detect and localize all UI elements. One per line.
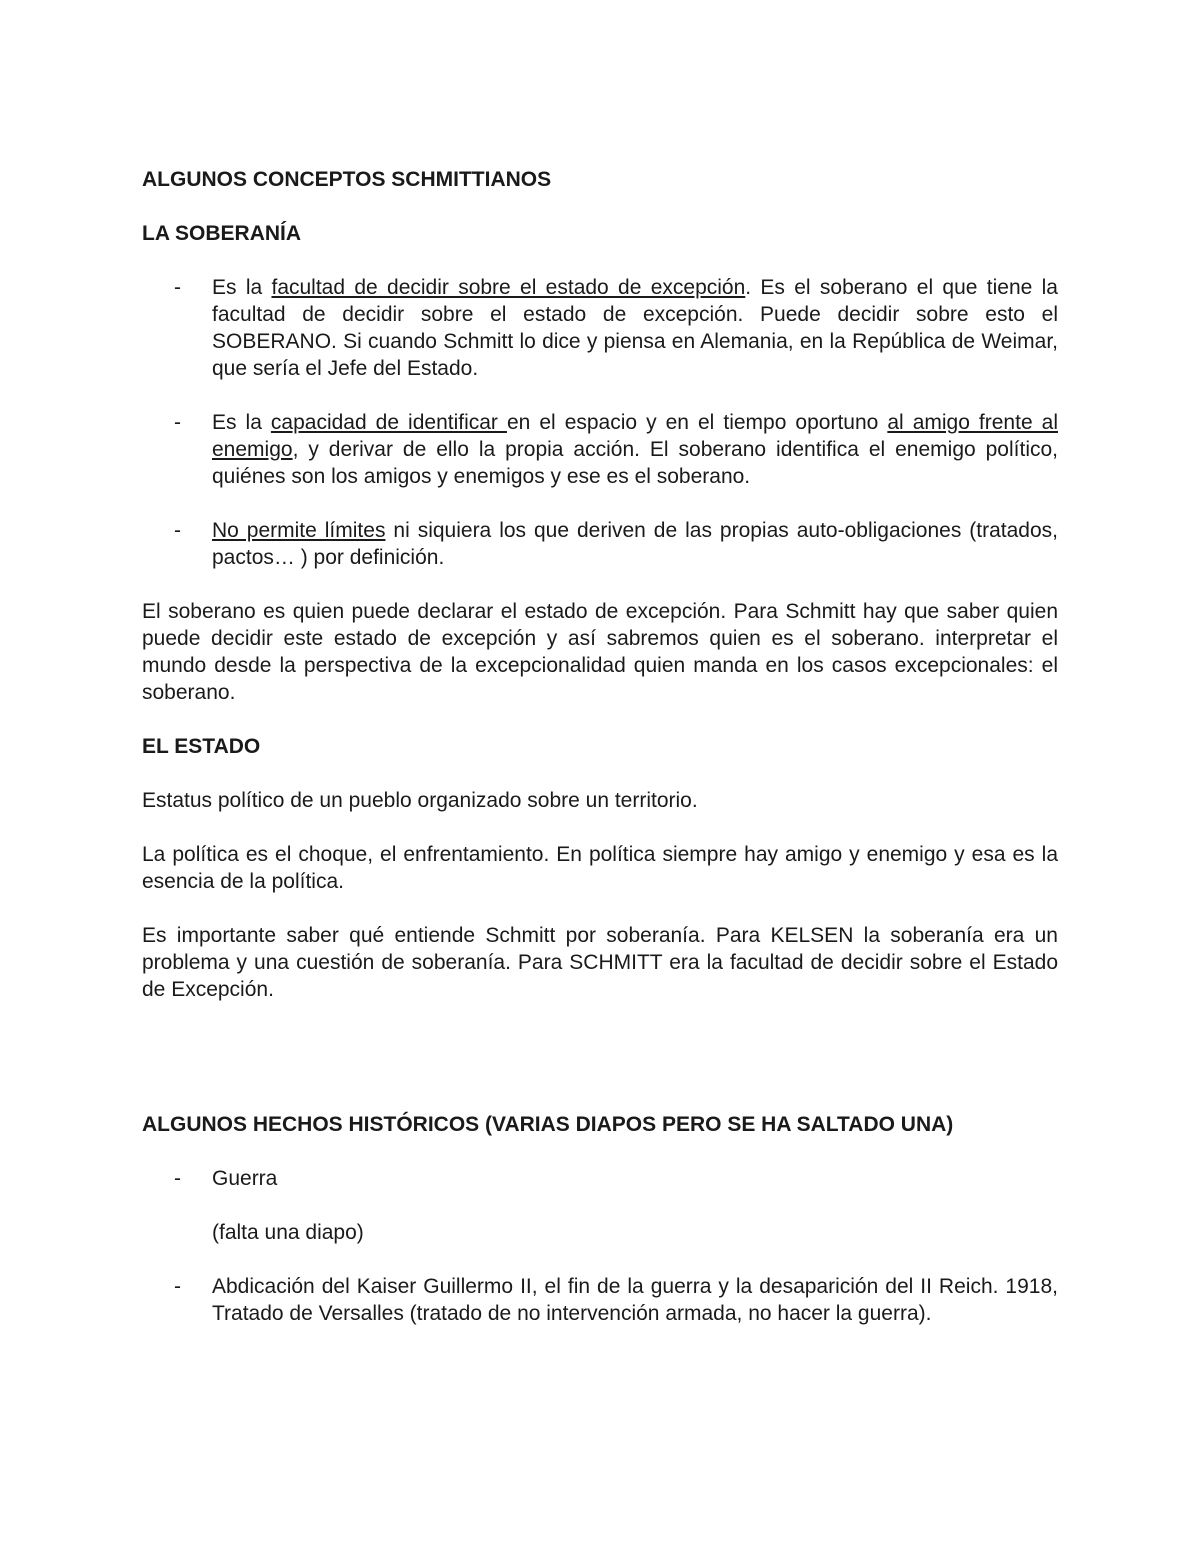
estado-paragraph-1: Estatus político de un pueblo organizado sobre un territorio. xyxy=(142,789,698,812)
item-text: Es la xyxy=(212,276,272,299)
item-text: , y derivar de ello la propia acción. El soberano identifica el enemigo político, quiénes son los amigos y enemigos y ese es el soberano. xyxy=(212,438,1058,488)
item-text: ni siquiera los que deriven de las propias auto-obligaciones (tratados, pactos… ) por definición. xyxy=(212,519,1059,569)
hechos-list-2 xyxy=(142,1273,1058,1327)
vertical-spacer xyxy=(142,1030,1058,1111)
item-text: Guerra xyxy=(212,1167,278,1190)
document-body xyxy=(142,166,1058,1354)
underlined-text: al amigo frente al enemigo xyxy=(212,411,1058,461)
underlined-text: No permite límites xyxy=(212,519,386,542)
list-item xyxy=(142,517,1058,571)
list-dash: - xyxy=(174,276,181,299)
estado-paragraph-2: La política es el choque, el enfrentamiento. En política siempre hay amigo y enemigo y esa es la esencia de la política. xyxy=(142,843,1058,893)
section-heading-hechos: ALGUNOS HECHOS HISTÓRICOS (VARIAS DIAPOS PERO SE HA SALTADO UNA) xyxy=(142,1113,954,1136)
hechos-list xyxy=(142,1165,1058,1192)
item-text: . Es el soberano el que tiene la facultad de decidir sobre el estado de excepción. Puede decidir sobre esto el SOBERANO. Si cuando Schmitt lo dice y piensa en Alemania, en la República de Weimar, que sería el Jefe del Estado. xyxy=(212,276,1058,380)
document-title: ALGUNOS CONCEPTOS SCHMITTIANOS xyxy=(142,168,552,191)
soberania-paragraph: El soberano es quien puede declarar el estado de excepción. Para Schmitt hay que saber quien puede decidir este estado de excepción y así sabremos quien es el soberano. interpretar el mundo desde la perspectiva de la excepcionalidad quien manda en los casos excepcionales: el soberano. xyxy=(142,600,1058,704)
list-item xyxy=(142,274,1058,382)
underlined-text: capacidad de identificar xyxy=(270,411,507,434)
estado-paragraph-3: Es importante saber qué entiende Schmitt por soberanía. Para KELSEN la soberanía era un problema y una cuestión de soberanía. Para SCHMITT era la facultad de decidir sobre el Estado de Excepción. xyxy=(142,924,1058,1001)
list-item xyxy=(142,1165,1058,1192)
list-dash: - xyxy=(174,1275,181,1298)
item-text: Abdicación del Kaiser Guillermo II, el fin de la guerra y la desaparición del II Reich. 1918, Tratado de Versalles (tratado de no intervención armada, no hacer la guerra). xyxy=(212,1275,1058,1325)
missing-slide-note: (falta una diapo) xyxy=(212,1221,364,1244)
list-dash: - xyxy=(174,519,181,542)
section-heading-soberania: LA SOBERANÍA xyxy=(142,222,302,245)
list-dash: - xyxy=(174,411,181,434)
section-heading-estado: EL ESTADO xyxy=(142,735,261,758)
list-dash: - xyxy=(174,1167,181,1190)
item-text: en el espacio y en el tiempo oportuno xyxy=(506,411,888,434)
item-text: Es la xyxy=(212,411,271,434)
list-item xyxy=(142,1273,1058,1327)
underlined-text: facultad de decidir sobre el estado de excepción xyxy=(271,276,746,299)
list-item xyxy=(142,409,1058,490)
soberania-list xyxy=(142,274,1058,571)
